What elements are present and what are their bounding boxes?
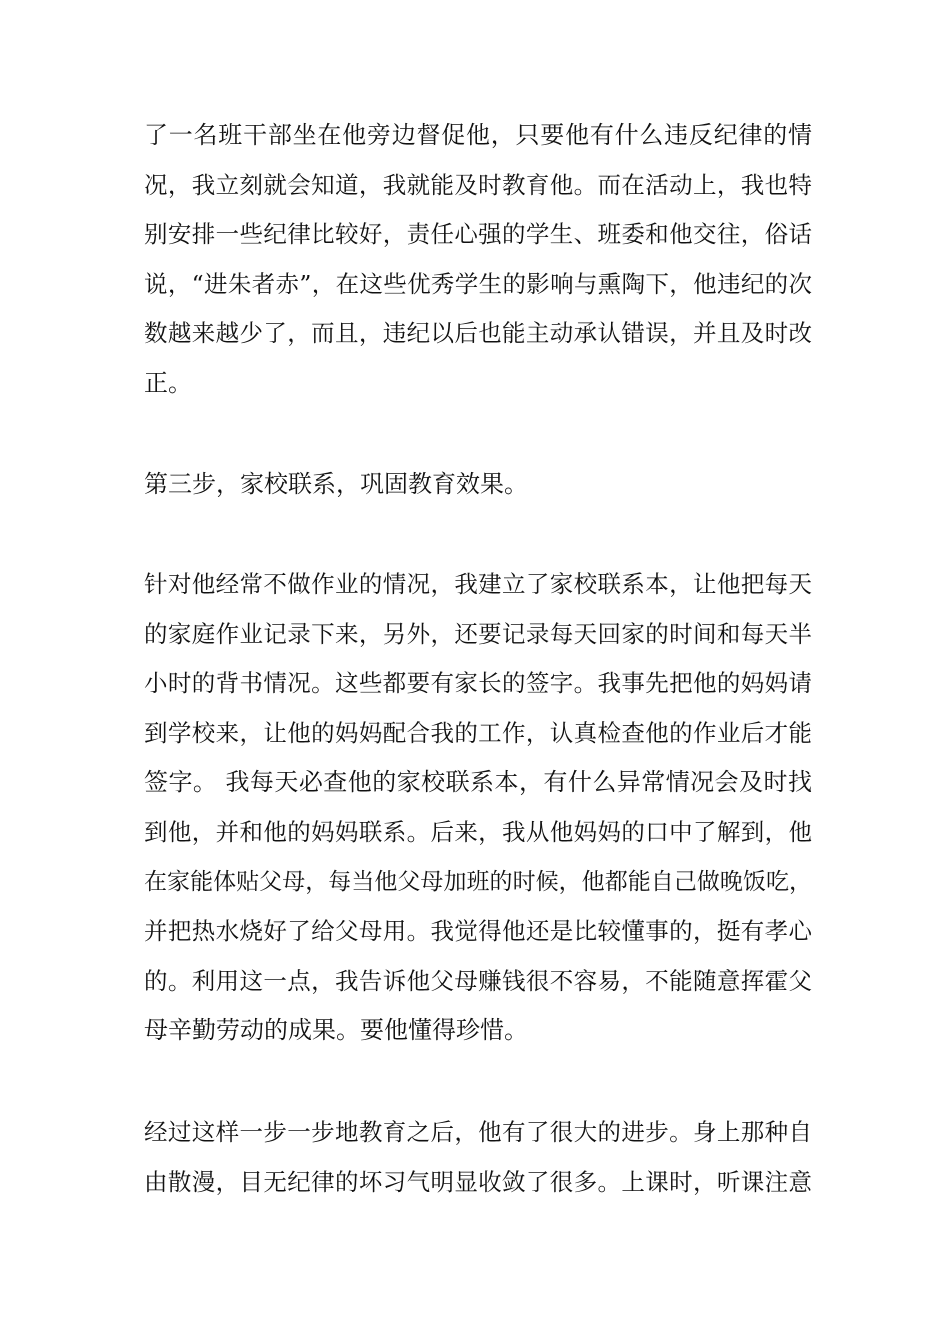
paragraph-home-school-contact bbox=[144, 560, 812, 1056]
text-line: 正。 bbox=[144, 368, 192, 397]
text-line: 了一名班干部坐在他旁边督促他，只要他有什么违反纪律的情 bbox=[144, 121, 812, 149]
text-line: 数越来越少了，而且，违纪以后也能主动承认错误，并且及时改 bbox=[144, 319, 812, 348]
paragraph-step-three-heading bbox=[144, 460, 812, 510]
text-line: 的。利用这一点，我告诉他父母赚钱很不容易，不能随意挥霍父 bbox=[144, 966, 812, 995]
text-line: 第三步，家校联系，巩固教育效果。 bbox=[144, 470, 528, 498]
text-line: 签字。 我每天必查他的家校联系本，有什么异常情况会及时找 bbox=[144, 768, 812, 797]
text-line: 到学校来，让他的妈妈配合我的工作，认真检查他的作业后才能 bbox=[144, 718, 812, 747]
paragraph-progress-result bbox=[144, 1108, 812, 1207]
text-line: 说，“进朱者赤”，在这些优秀学生的影响与熏陶下，他违纪的次 bbox=[144, 269, 812, 298]
text-line: 况，我立刻就会知道，我就能及时教育他。而在活动上，我也特 bbox=[144, 170, 812, 199]
text-line: 母辛勤劳动的成果。要他懂得珍惜。 bbox=[144, 1016, 528, 1045]
text-line: 针对他经常不做作业的情况，我建立了家校联系本，让他把每天 bbox=[144, 570, 812, 598]
text-line: 到他，并和他的妈妈联系。后来，我从他妈妈的口中了解到，他 bbox=[144, 817, 812, 846]
paragraph-discipline-supervision bbox=[144, 111, 812, 409]
text-line: 的家庭作业记录下来，另外，还要记录每天回家的时间和每天半 bbox=[144, 619, 812, 648]
text-line: 小时的背书情况。这些都要有家长的签字。我事先把他的妈妈请 bbox=[144, 669, 812, 698]
text-line: 别安排一些纪律比较好，责任心强的学生、班委和他交往，俗话 bbox=[144, 220, 812, 249]
text-line: 在家能体贴父母，每当他父母加班的时候，他都能自己做晚饭吃， bbox=[144, 868, 812, 895]
text-line: 由散漫，目无纪律的坏习气明显收敛了很多。上课时，听课注意 bbox=[144, 1167, 812, 1196]
text-line: 经过这样一步一步地教育之后，他有了很大的进步。身上那种自 bbox=[144, 1118, 812, 1146]
text-line: 并把热水烧好了给父母用。我觉得他还是比较懂事的，挺有孝心 bbox=[144, 917, 812, 946]
